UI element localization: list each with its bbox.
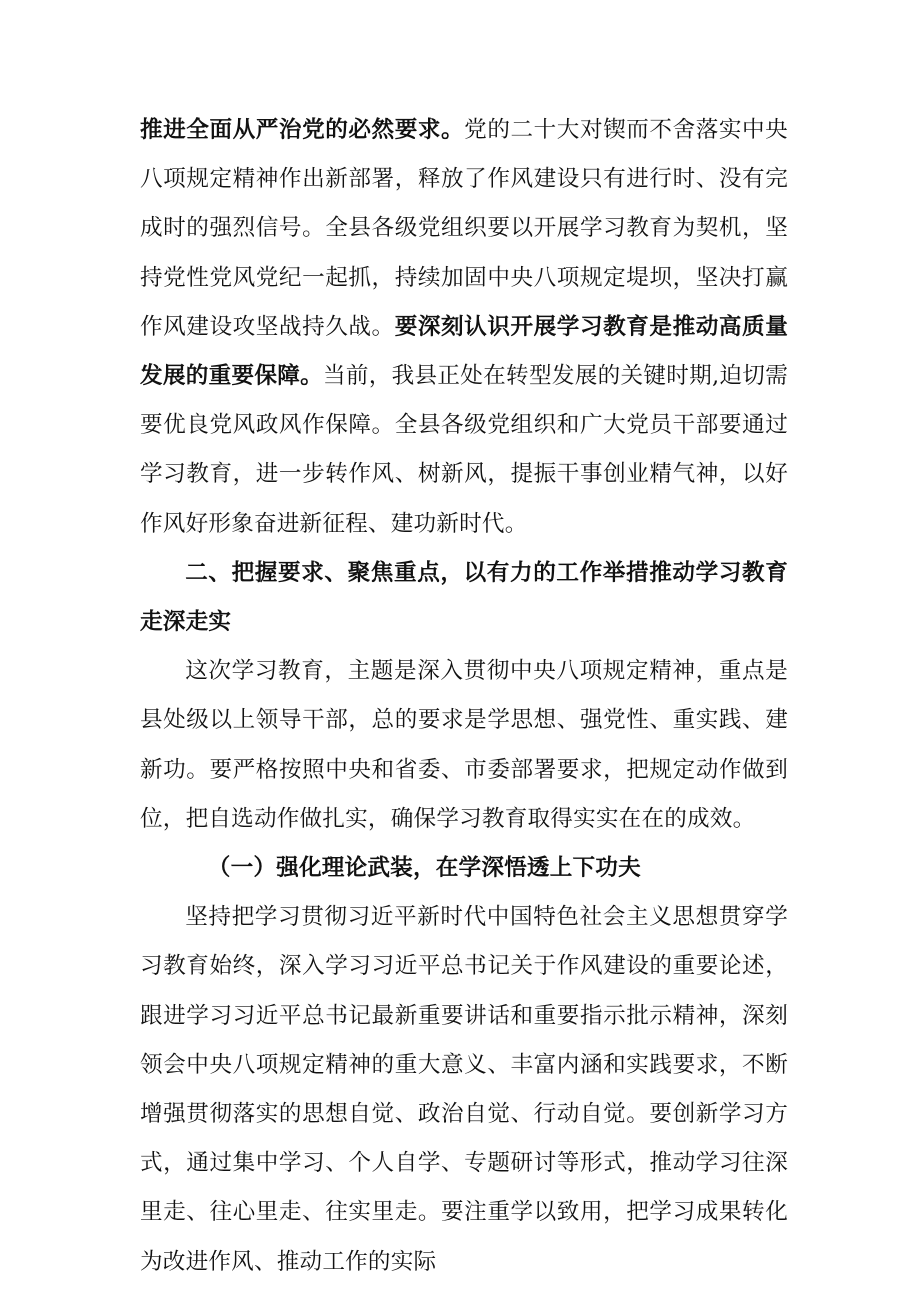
paragraph-1 [140,106,788,549]
subsection-1-heading: （一）强化理论武装，在学深悟透上下功夫 [207,855,641,882]
bold-statement-1: 推进全面从严治党的必然要求。 [140,117,465,143]
bold-statement-2: 要深刻认识开展学习教育是推动高质量发展的重要保障。 [140,313,788,390]
paragraph-2: 这次学习教育，主题是深入贯彻中央八项规定精神，重点是县处级以上领导干部，总的要求是学思想、强党性、重实践、建新功。要严格按照中央和省委、市委部署要求，把规定动作做到位，把自选动作做扎实，确保学习教育取得实实在在的成效。 [140,658,788,832]
paragraph-1-text-2: 当前，我县正处在转型发展的关键时期,迫切需要优良党风政风作保障。全县各级党组织和广大党员干部要通过学习教育，进一步转作风、树新风，提振干事创业精气神，以好作风好形象奋进新征程、建功新时代。 [140,363,788,537]
document-body [140,106,788,1287]
paragraph-3: 坚持把学习贯彻习近平新时代中国特色社会主义思想贯穿学习教育始终，深入学习习近平总书记关于作风建设的重要论述，跟进学习习近平总书记最新重要讲话和重要指示批示精神，深刻领会中央八项规定精神的重大意义、丰富内涵和实践要求，不断增强贯彻落实的思想自觉、政治自觉、行动自觉。要创新学习方式，通过集中学习、个人自学、专题研讨等形式，推动学习往深里走、往心里走、往实里走。要注重学以致用，把学习成果转化为改进作风、推动工作的实际 [140,904,788,1275]
paragraph-1-text-1: 党的二十大对锲而不舍落实中央八项规定精神作出新部署，释放了作风建设只有进行时、没有完成时的强烈信号。全县各级党组织要以开展学习教育为契机，坚持党性党风党纪一起抓，持续加固中央八项规定堤坝，坚决打赢作风建设攻坚战持久战。 [140,117,788,340]
section-2-heading: 二、把握要求、聚焦重点，以有力的工作举措推动学习教育走深走实 [140,559,788,636]
